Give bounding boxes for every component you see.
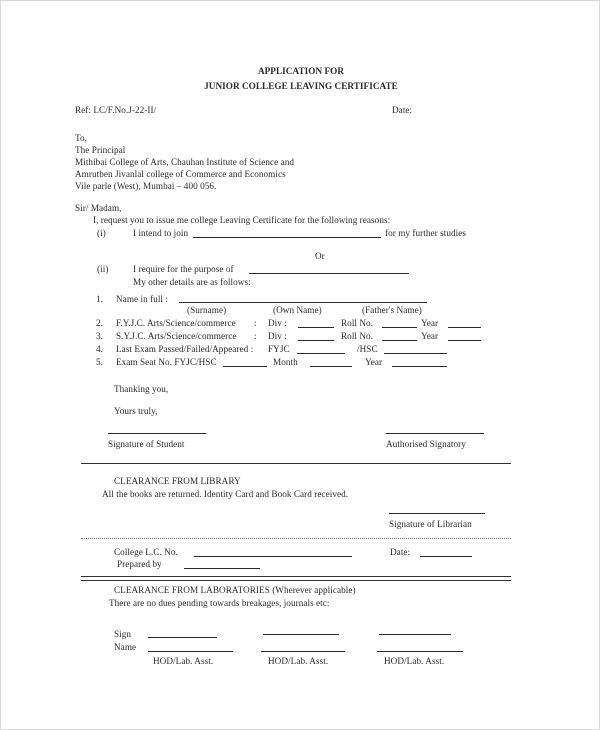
lc-number-label: College L.C. No. (114, 547, 178, 557)
detail-3-colon: : (254, 331, 257, 341)
detail-3-year-blank-line[interactable] (448, 340, 481, 341)
addressee-line-2: Mithibai College of Arts, Chauhan Institute of Science and (75, 157, 295, 167)
detail-4-hsc-blank-line[interactable] (384, 353, 447, 354)
detail-3-roll-blank-line[interactable] (382, 340, 417, 341)
request-intro: I, request you to issue me college Leaving Certificate for the following reasons: (93, 215, 391, 225)
addressee-line-3: Amrutben Jivanlal college of Commerce and Economics (75, 169, 286, 179)
librarian-signature-label: Signature of Librarian (389, 519, 472, 529)
authorised-signatory-label: Authorised Signatory (386, 439, 466, 449)
option-i-blank-line[interactable] (193, 237, 381, 238)
detail-1-number: 1. (96, 294, 103, 304)
laboratories-name-blank-2[interactable] (261, 651, 345, 652)
detail-5-seat-blank-line[interactable] (223, 366, 267, 367)
detail-1-fathers-name-caption: (Father's Name) (362, 305, 422, 315)
salutation: Sir/ Madam, (75, 203, 122, 213)
detail-2-roll-label: Roll No. (341, 318, 374, 328)
lc-date-label: Date: (390, 547, 411, 557)
detail-1-surname-caption: (Surname) (187, 305, 227, 315)
addressee-line-4: Vile parle (West), Mumbai – 400 056. (75, 181, 217, 191)
lc-number-blank-line[interactable] (194, 556, 352, 557)
option-i-text: I intend to join (133, 228, 189, 238)
detail-3-number: 3. (96, 331, 103, 341)
laboratories-sign-blank-3[interactable] (379, 634, 451, 635)
document-sheet (1, 1, 600, 730)
document-title-line2: JUNIOR COLLEGE LEAVING CERTIFICATE (204, 81, 398, 91)
detail-4-label: Last Exam Passed/Failed/Appeared : (116, 344, 254, 354)
detail-1-name-blank-line[interactable] (179, 302, 427, 303)
library-heading: CLEARANCE FROM LIBRARY (114, 476, 241, 486)
laboratories-signatory-caption-3: HOD/Lab. Asst. (384, 656, 445, 666)
laboratories-sign-label: Sign (114, 629, 132, 639)
closing-thanks: Thanking you, (114, 384, 169, 394)
detail-3-year-label: Year (421, 331, 439, 341)
lc-date-blank-line[interactable] (420, 556, 472, 557)
detail-5-month-label: Month (273, 357, 298, 367)
addressee-line-1: The Principal (75, 145, 126, 155)
detail-2-div-label: Div : (268, 318, 287, 328)
laboratories-name-blank-3[interactable] (377, 651, 463, 652)
reference-number: Ref: LC/F.No.J-22-II/ (75, 105, 157, 115)
detail-2-colon: : (254, 318, 257, 328)
detail-5-month-blank-line[interactable] (310, 366, 352, 367)
document-title-line1: APPLICATION FOR (257, 66, 345, 76)
detail-3-roll-label: Roll No. (341, 331, 374, 341)
prepared-by-label: Prepared by (117, 559, 162, 569)
closing-yours-truly: Yours truly, (114, 406, 158, 416)
student-signature-label: Signature of Student (108, 439, 185, 449)
student-signature-line[interactable] (108, 433, 206, 434)
detail-3-div-label: Div : (268, 331, 287, 341)
details-intro: My other details are as follows: (133, 277, 251, 287)
laboratories-sign-blank-2[interactable] (263, 634, 339, 635)
laboratories-name-label: Name (114, 642, 137, 652)
section-divider-dotted (81, 538, 511, 539)
detail-1-own-name-caption: (Own Name) (273, 305, 322, 315)
detail-2-div-blank-line[interactable] (298, 327, 334, 328)
detail-2-number: 2. (96, 318, 103, 328)
detail-2-year-label: Year (421, 318, 439, 328)
laboratories-signatory-caption-2: HOD/Lab. Asst. (268, 656, 329, 666)
prepared-by-blank-line[interactable] (184, 568, 260, 569)
option-ii-text: I require for the purpose of (133, 264, 234, 274)
detail-4-fyjc-label: FYJC (268, 344, 290, 354)
detail-2-label: F.Y.J.C. Arts/Science/commerce (116, 318, 236, 328)
option-ii-blank-line[interactable] (249, 273, 409, 274)
option-i-marker: (i) (97, 228, 106, 238)
laboratories-heading: CLEARANCE FROM LABORATORIES (Wherever applicable) (114, 585, 356, 595)
option-i-tail: for my further studies (385, 228, 466, 238)
detail-5-label: Exam Seat No. FYJC/HSC (116, 357, 217, 367)
detail-4-hsc-label: /HSC (357, 344, 378, 354)
detail-5-number: 5. (96, 357, 103, 367)
laboratories-signatory-caption-1: HOD/Lab. Asst. (153, 656, 214, 666)
detail-4-fyjc-blank-line[interactable] (297, 353, 345, 354)
laboratories-sign-blank-1[interactable] (148, 637, 217, 638)
or-label: Or (315, 251, 325, 261)
detail-3-label: S.Y.J.C. Arts/Science/commerce (116, 331, 237, 341)
detail-3-div-blank-line[interactable] (298, 340, 334, 341)
detail-4-number: 4. (96, 344, 103, 354)
detail-1-label: Name in full : (116, 294, 168, 304)
header-date-label: Date: (392, 105, 413, 115)
laboratories-statement: There are no dues pending towards breakages, journals etc: (109, 598, 330, 608)
section-divider-laboratories (81, 576, 511, 581)
librarian-signature-line[interactable] (389, 513, 485, 514)
authorised-signatory-line[interactable] (386, 433, 484, 434)
section-divider-library (81, 463, 511, 464)
laboratories-name-blank-1[interactable] (148, 651, 233, 652)
detail-5-year-label: Year (365, 357, 383, 367)
detail-5-year-blank-line[interactable] (392, 366, 447, 367)
library-statement: All the books are returned. Identity Card and Book Card received. (102, 489, 349, 499)
detail-2-roll-blank-line[interactable] (382, 327, 417, 328)
addressee-to: To, (75, 133, 88, 143)
option-ii-marker: (ii) (97, 264, 109, 274)
detail-2-year-blank-line[interactable] (448, 327, 481, 328)
